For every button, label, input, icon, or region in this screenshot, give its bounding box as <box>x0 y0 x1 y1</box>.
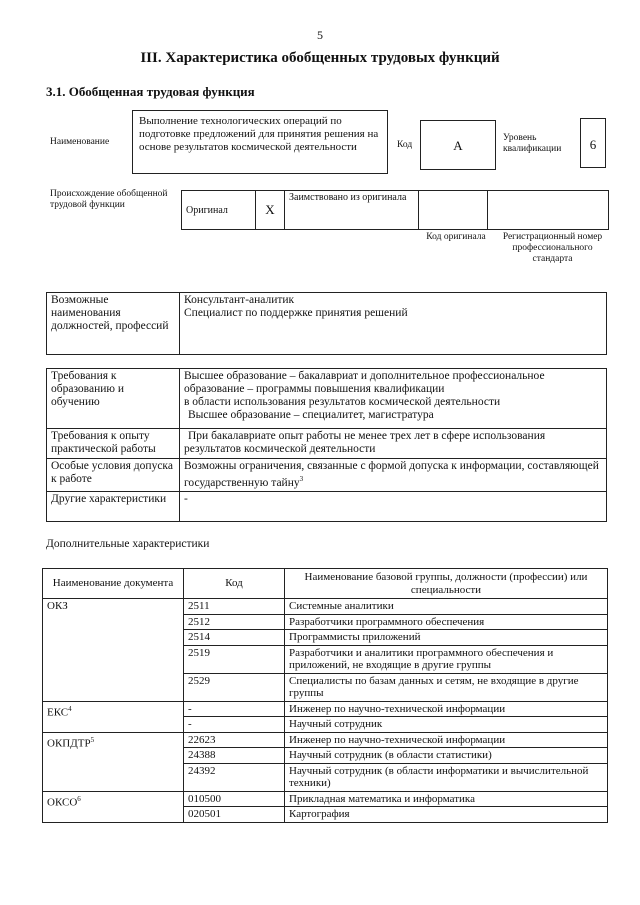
education-line: Высшее образование – бакалавриат и дополнительное профессиональное образование – программы повышения квалификации <box>184 370 545 395</box>
code-cell: 2512 <box>184 614 285 630</box>
footnote-mark: 3 <box>299 475 304 483</box>
experience-label: Требования к опыту практической работы <box>47 429 180 459</box>
code-cell: - <box>184 717 285 733</box>
footnote-mark: 6 <box>77 794 81 803</box>
code-cell: 2511 <box>184 599 285 615</box>
code-cell: 010500 <box>184 791 285 807</box>
doc-cell <box>43 732 184 791</box>
footnote-mark: 4 <box>68 704 72 713</box>
education-label: Требования к образованию и обучению <box>47 369 180 429</box>
doc-name: ОКЗ <box>47 600 68 612</box>
code-label: Код <box>397 140 413 150</box>
code-cell: 22623 <box>184 732 285 748</box>
code-original-cell <box>419 191 488 230</box>
conditions-value <box>180 459 607 492</box>
original-label: Оригинал <box>186 204 228 216</box>
borrowed-label: Заимствовано из оригинала <box>285 191 419 230</box>
name-cell: Разработчики программного обеспечения <box>285 614 608 630</box>
reg-number-cell <box>488 191 609 230</box>
education-line: в области использования результатов космической деятельности <box>184 396 501 408</box>
additional-title: Дополнительные характеристики <box>46 538 210 550</box>
conditions-label: Особые условия допуска к работе <box>47 459 180 492</box>
header-name: Наименование базовой группы, должности (профессии) или специальности <box>285 569 608 599</box>
subsection-title: 3.1. Обобщенная трудовая функция <box>46 84 255 99</box>
name-cell: Научный сотрудник (в области информатики и вычислительной техники) <box>285 763 608 791</box>
code-cell: 2519 <box>184 645 285 673</box>
code-cell: 2514 <box>184 630 285 646</box>
name-cell: Прикладная математика и информатика <box>285 791 608 807</box>
function-name: Выполнение технологических операций по подготовке предложений для принятия решения на основе результатов космической деятельности <box>139 115 379 153</box>
doc-cell <box>43 701 184 732</box>
header-code: Код <box>184 569 285 599</box>
code-value: A <box>453 138 463 153</box>
education-value <box>180 369 607 429</box>
origin-label: Происхождение обобщенной трудовой функции <box>50 189 168 210</box>
code-cell: 2529 <box>184 673 285 701</box>
name-cell: Научный сотрудник <box>285 717 608 733</box>
requirements-table <box>46 368 607 522</box>
name-cell: Научный сотрудник (в области статистики) <box>285 748 608 764</box>
code-cell: 020501 <box>184 807 285 823</box>
name-cell: Специалисты по базам данных и сетям, не входящие в другие группы <box>285 673 608 701</box>
doc-cell <box>43 791 184 822</box>
doc-name: ОКПДТР <box>47 737 91 750</box>
level-value: 6 <box>589 137 597 152</box>
reg-number-label: Регистрационный номер профессионального стандарта <box>502 232 603 264</box>
page-number: 5 <box>317 28 323 42</box>
header-doc: Наименование документа <box>43 569 184 599</box>
position-item: Консультант-аналитик <box>184 294 295 306</box>
positions-table <box>46 292 607 355</box>
other-value: - <box>180 491 607 521</box>
level-label: Уровень квалификации <box>503 133 562 154</box>
name-cell: Картография <box>285 807 608 823</box>
other-label: Другие характеристики <box>47 491 180 521</box>
doc-name: ОКСО <box>47 796 78 809</box>
name-label: Наименование <box>50 137 110 147</box>
code-cell: 24388 <box>184 748 285 764</box>
code-cell: - <box>184 701 285 717</box>
original-mark: X <box>256 191 285 230</box>
position-item: Специалист по поддержке принятия решений <box>184 307 408 319</box>
level-box <box>580 118 606 168</box>
name-cell: Разработчики и аналитики программного обеспечения и приложений, не входящие в другие группы <box>285 645 608 673</box>
name-cell: Инженер по научно-технической информации <box>285 732 608 748</box>
code-box <box>420 120 496 170</box>
footnote-mark: 5 <box>90 735 95 744</box>
name-cell: Инженер по научно-технической информации <box>285 701 608 717</box>
origin-table <box>181 190 609 230</box>
additional-table <box>42 568 608 823</box>
conditions-text: Возможны ограничения, связанные с формой допуска к информации, составляющей государственную тайну <box>184 460 599 489</box>
code-cell: 24392 <box>184 763 285 791</box>
section-title: III. Характеристика обобщенных трудовых функций <box>140 50 500 66</box>
positions-values <box>180 293 607 355</box>
name-cell: Системные аналитики <box>285 599 608 615</box>
education-line: Высшее образование – специалитет, магистратура <box>188 409 434 421</box>
original-label-cell <box>182 191 256 230</box>
doc-cell <box>43 599 184 702</box>
name-cell: Программисты приложений <box>285 630 608 646</box>
experience-value: При бакалавриате опыт работы не менее трех лет в сфере использования результатов космической деятельности <box>180 429 607 459</box>
code-original-label: Код оригинала <box>426 232 486 242</box>
doc-name: ЕКС <box>47 706 69 719</box>
positions-label: Возможные наименования должностей, профессий <box>47 293 180 355</box>
function-name-box <box>132 110 388 174</box>
